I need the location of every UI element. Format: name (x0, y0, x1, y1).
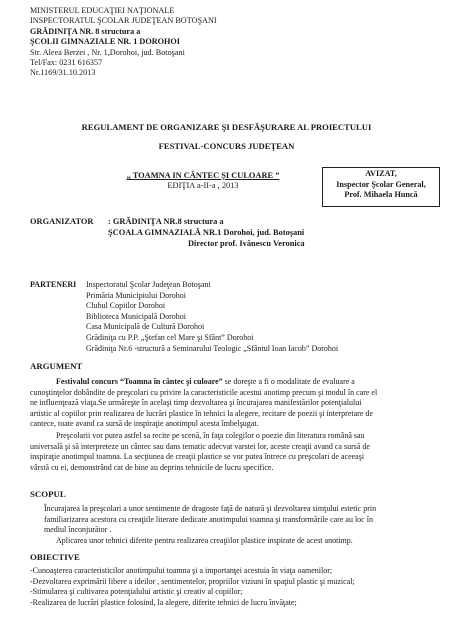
argument-paragraph-2: Preşcolarii vor putea astfel sa recite pe scenă, în faţa colegilor o poezie din literatura română sau universală şi să interpreteze un cântec sau dans tematic adecvat varstei lor, aceste creaţii avand ca sursă de inspiraţie anotimpul toamna. La secţiunea de creaţii plastice se vor putea întrece cu preşcolari de aceeaşi vârstă cu ei, demonstrând cat de bine au deprins tehnicile de lucru specifice. (30, 431, 370, 472)
partner-item: Clubul Copiilor Dorohoi (86, 301, 166, 311)
phone-line: Tel/Fax: 0231 616357 (30, 58, 103, 68)
approval-name: Prof. Mihaela Huncă (344, 190, 418, 200)
argument-paragraph-1: Festivalul concurs “Toamna în cântec şi culoare” se doreşte a fi o modalitate de evaluare a cunoştinţelor dobândite de preşcolari cu privire la caracteristicile acestui anotimp precum şi modul în care el ne influenţează viaţa.Se urmăreşte în acelaşi timp dezvoltarea şi încurajarea manifestărilor potenţialului artistic al copiilor prin realizarea de lucrări plastice în tehnici la alegere, recitare de poezii şi interpretare de cantece, toate avand ca sursă de inspiraţie anotimpul acesta îmbelşugat. (30, 377, 378, 429)
obiective-heading: OBIECTIVE (30, 552, 80, 562)
organizer-label: ORGANIZATOR (30, 217, 94, 226)
festival-reference: Festivalul concurs “Toamna în cântec şi culoare” (56, 377, 223, 386)
organizer-line-1: : GRĂDINIŢA NR.8 structura a (108, 217, 224, 226)
festival-name: „ TOAMNA IN CÂNTEC ŞI CULOARE ” (126, 171, 280, 180)
approval-box (322, 167, 440, 207)
document-subtitle: FESTIVAL-CONCURS JUDEŢEAN (158, 141, 295, 151)
inspectorate-line: INSPECTORATUL ŞCOLAR JUDEŢEAN BOTOŞANI (30, 16, 217, 26)
partners-label: PARTENERI (30, 280, 77, 289)
partner-item: Biblioteca Municipală Dorohoi (86, 311, 186, 321)
argument-heading: ARGUMENT (30, 361, 83, 371)
obiective-list (30, 566, 435, 608)
objective-item: -Dezvoltarea exprimării libere a ideilor , sentimentelor, propriilor viziuni în spaţiul plastic şi muzical; (30, 576, 355, 586)
partner-item: Inspectoratul Şcolar Judeţean Botoşani (86, 280, 211, 289)
objective-item: -Realizarea de lucrări plastice folosind, la alegere, diferite tehnici de lucru învăţate; (30, 597, 297, 607)
registration-number: Nr.1169/31.10.2013 (30, 68, 96, 78)
partners-section (30, 280, 338, 354)
ministry-line: MINISTERUL EDUCAŢIEI NAŢIONALE (30, 6, 175, 15)
objective-item: -Cunoaşterea caracteristicilor anotimpului toamna şi a importanţei acestuia în viaţa oamenilor; (30, 566, 333, 575)
address-line: Str. Aleea Berzei , Nr. 1,Dorohoi, jud. Botoşani (30, 47, 185, 57)
partner-item: Casa Municipală de Cultură Dorohoi (86, 322, 205, 332)
partner-item: Grădiniţa cu P.P. „Ştefan cel Mare şi Sfânt” Dorohoi (86, 332, 254, 342)
partner-item: Primăria Municipiului Dorohoi (86, 290, 186, 300)
approval-role: Inspector Şcolar General, (336, 179, 426, 189)
objective-item: -Stimularea şi cultivarea potenţialului artistic şi creativ al copiilor; (30, 587, 243, 597)
scopul-paragraph: Încurajarea la preşcolari a unor sentimente de dragoste faţă de natură şi dezvoltarea simţului estetic prin familiarizarea acestora cu creaţiile literare dedicate anotimpului toamna şi transformările care au loc în mediul înconjurător . Aplicarea unor tehnici diferite pentru realizarea creaţiilor plastice inspirate de acest anotimp. (44, 504, 377, 545)
school-line: ŞCOLII GIMNAZIALE NR. 1 DOROHOI (30, 37, 180, 47)
organizer-details (108, 216, 305, 249)
partner-item: Grădiniţa Nr.6 -structură a Seminarului Teologic „Sfântul Ioan Iacob” Dorohoi (86, 343, 339, 353)
scopul-heading: SCOPUL (30, 489, 66, 499)
kindergarten-line: GRĂDINIŢA NR. 8 structura a (30, 26, 141, 36)
festival-block (118, 171, 288, 192)
document-title: REGULAMENT DE ORGANIZARE ŞI DESFĂŞURARE AL PROIECTULUI (81, 122, 372, 132)
approval-label: AVIZAT, (365, 169, 397, 178)
organizer-director: Director prof. Ivănescu Veronica (188, 239, 305, 248)
organizer-line-2: ŞCOALA GIMNAZIALĂ NR.1 Dorohoi, jud. Botoşani (108, 228, 305, 237)
institution-header (30, 6, 217, 79)
festival-edition: EDIŢIA a-II-a , 2013 (167, 181, 239, 191)
